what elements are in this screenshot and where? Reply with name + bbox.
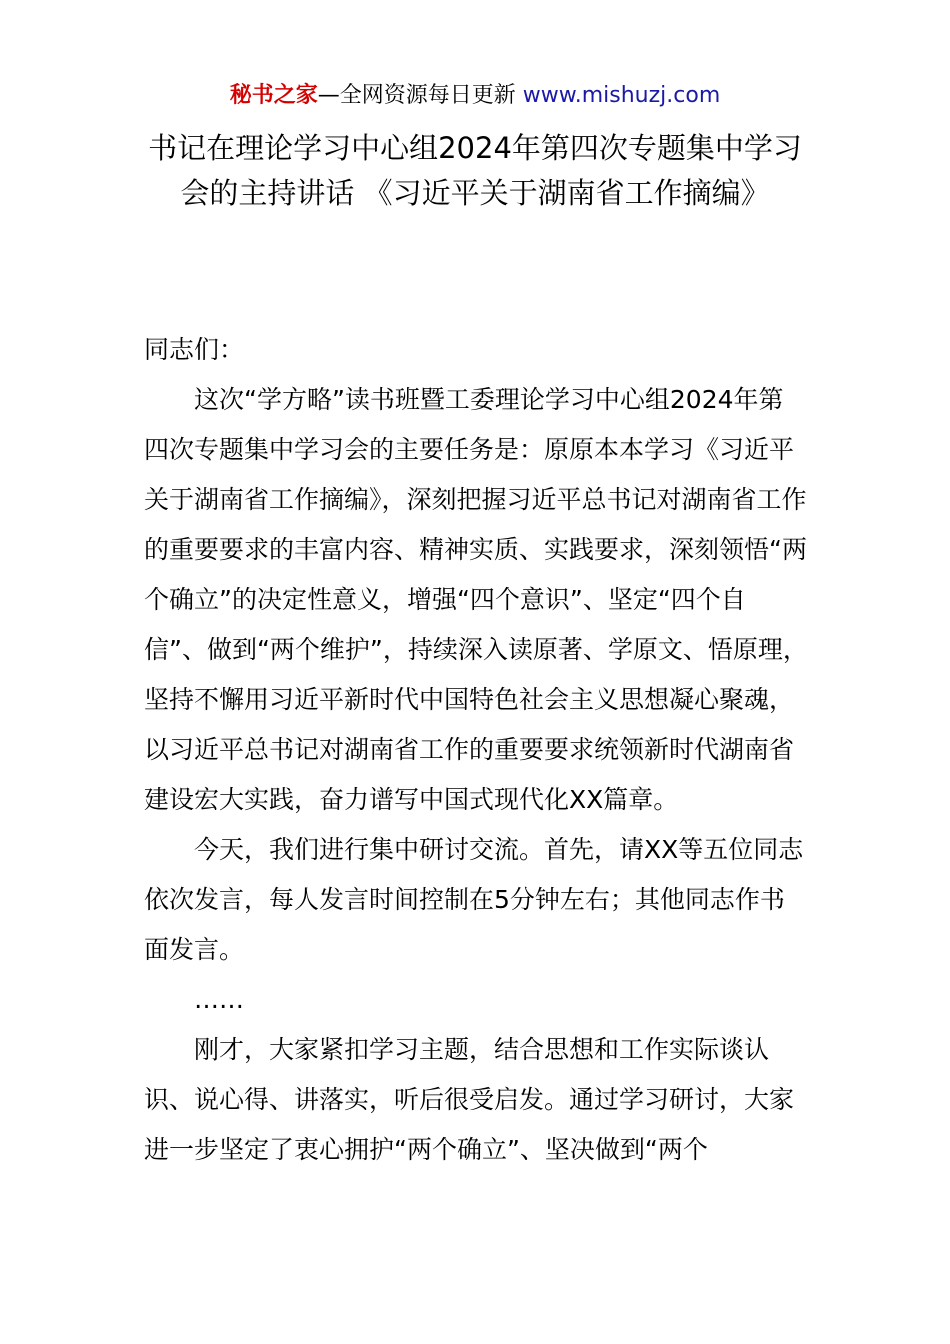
site-url-link[interactable]: www.mishuzj.com (522, 83, 721, 108)
ellipsis-paragraph: …… (194, 985, 244, 1014)
site-header (0, 80, 950, 112)
body-paragraph: 今天，我们进行集中研讨交流。首先，请XX等五位同志依次发言，每人发言时间控制在5分钟左右；其他同志作书面发言。 (144, 835, 804, 964)
site-tagline: —全网资源每日更新 (317, 83, 523, 108)
body-paragraph: 这次“学方略”读书班暨工委理论学习中心组2024年第四次专题集中学习会的主要任务是：原原本本学习《习近平关于湖南省工作摘编》，深刻把握习近平总书记对湖南省工作的重要要求的丰富内容、精神实质、实践要求，深刻领悟“两个确立”的决定性意义，增强“四个意识”、坚定“四个自信”、做到“两个维护”，持续深入读原著、学原文、悟原理，坚持不懈用习近平新时代中国特色社会主义思想凝心聚魂，以习近平总书记对湖南省工作的重要要求统领新时代湖南省建设宏大实践，奋力谱写中国式现代化XX篇章。 (144, 385, 808, 814)
document-body (144, 325, 808, 1175)
site-name: 秘书之家 (229, 83, 318, 108)
body-paragraph: 刚才，大家紧扣学习主题，结合思想和工作实际谈认识、说心得、讲落实，听后很受启发。通过学习研讨，大家进一步坚定了衷心拥护“两个确立”、坚决做到“两个 (144, 1035, 795, 1164)
salutation: 同志们： (144, 335, 245, 364)
document-title: 书记在理论学习中心组2024年第四次专题集中学习会的主持讲话 《习近平关于湖南省工作摘编》 (148, 131, 802, 210)
